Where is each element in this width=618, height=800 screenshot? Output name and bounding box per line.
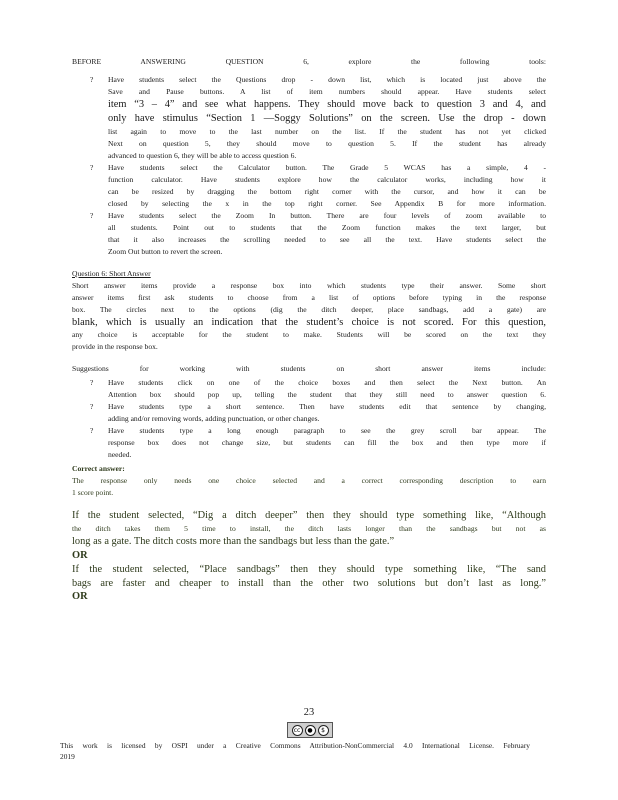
tool-line: all students. Point out to students that the Zoom function makes the text larger, but [108, 222, 546, 232]
tool-line: function calculator. Have students explore how the calculator works, including how it [108, 174, 546, 184]
suggestion-line: Have students type a short sentence. Then have students edit that sentence by changing, [108, 402, 546, 412]
question-text: blank, which is usually an indication that the student’s choice is not scored. For this question, [72, 316, 546, 328]
suggestion-line: needed. [108, 450, 132, 460]
bullet-icon: ? [90, 210, 94, 220]
document-body [72, 56, 546, 604]
tool-line: list again to move to the last number on the list. If the student has not yet clicked [108, 126, 546, 136]
example-text: If the student selected, “Place sandbags” then they should type something like, “The sand [72, 563, 546, 575]
question-text: any choice is acceptable for the student to make. Students will be scored on the text they [72, 330, 546, 340]
or-label: OR [72, 591, 88, 603]
tool-line: closed by selecting the x in the top right corner. See Appendix B for more information. [108, 198, 546, 208]
example-text: bags are faster and cheaper to install than the other two solutions but don’t last as long.” [72, 577, 546, 589]
suggestion-line: Have students type a long enough paragraph to see the grey scroll bar appear. The [108, 426, 546, 436]
tool-zoom-item [72, 210, 546, 258]
tool-line: can be resized by dragging the bottom right corner with the cursor, and how it can be [108, 186, 546, 196]
question-text: provide in the response box. [72, 342, 158, 352]
tool-line: item “3 – 4” and see what happens. They should move back to question 3 and 4, and [108, 99, 546, 110]
creative-commons-license-icon [287, 722, 333, 738]
question-title: Question 6: Short Answer [72, 268, 151, 278]
suggestion-item [72, 401, 546, 425]
example-text: long as a gate. The ditch costs more than the sandbags but less than the gate.” [72, 536, 395, 548]
bullet-icon: ? [90, 378, 94, 388]
suggestion-line: adding and/or removing words, adding punctuation, or other changes. [108, 414, 320, 424]
footer-line: This work is licensed by OSPI under a Creative Commons Attribution-NonCommercial 4.0 International License. February [60, 741, 530, 750]
suggestion-line: Have students click on one of the choice boxes and then select the Next button. An [108, 378, 546, 388]
tool-line: Zoom Out button to revert the screen. [108, 246, 223, 256]
or-label: OR [72, 549, 88, 561]
question-text: answer items first ask students to choose from a list of options before typing in the response [72, 292, 546, 302]
correct-answer-label: Correct answer: [72, 464, 125, 474]
suggestion-item [72, 425, 546, 461]
tool-line: Have students select the Calculator button. The Grade 5 WCAS has a simple, 4 - [108, 162, 546, 172]
suggestions-intro: Suggestions for working with students on short answer items include: [72, 364, 546, 374]
footer-line: 2019 [60, 752, 75, 761]
cc-icon: cc [292, 725, 303, 736]
question-text: box. The circles next to the options (dig the ditch deeper, place sandbags, add a gate) are [72, 304, 546, 314]
question-text: Short answer items provide a response box into which students type their answer. Some short [72, 280, 546, 290]
bullet-icon: ? [90, 162, 94, 172]
page-number: 23 [303, 707, 315, 718]
correct-answer-text: The response only needs one choice selected and a correct corresponding description to earn [72, 476, 546, 486]
bullet-icon: ? [90, 75, 94, 84]
tool-line: Have students select the Questions drop - down list, which is located just above the [108, 75, 546, 84]
suggestion-item [72, 377, 546, 401]
tools-heading: BEFORE ANSWERING QUESTION 6, explore the following tools: [72, 57, 546, 66]
tool-line: advanced to question 6, they will be able to access question 6. [108, 150, 297, 160]
tool-line: Next on question 5, they should move to question 5. If the student has already [108, 138, 546, 148]
license-footer [60, 740, 530, 762]
tool-line: Have students select the Zoom In button. There are four levels of zoom available to [108, 210, 546, 220]
noncommercial-icon: $ [318, 725, 329, 736]
tool-line: Save and Pause buttons. A list of item numbers should appear. Have students select [108, 87, 546, 96]
attribution-icon: ● [305, 725, 316, 736]
correct-answer-text: 1 score point. [72, 488, 114, 498]
example-text: If the student selected, “Dig a ditch deeper” then they should type something like, “Although [72, 510, 546, 522]
bullet-icon: ? [90, 402, 94, 412]
bullet-icon: ? [90, 426, 94, 436]
suggestion-line: Attention box should pop up, telling the student that they still need to answer question 6. [108, 390, 546, 400]
tool-line: that it also increases the scrolling needed to see all the text. Have students select the [108, 234, 546, 244]
tool-questions-item [72, 74, 546, 162]
example-text: the ditch takes them 5 time to install, the ditch lasts longer than the sandbags but not as [72, 524, 546, 534]
tool-calculator-item [72, 162, 546, 210]
tool-line: only have stimulus “Section 1 —Soggy Solutions” on the screen. Use the drop - down [108, 112, 546, 124]
suggestion-line: response box does not change size, but students can fill the box and then type more if [108, 438, 546, 448]
